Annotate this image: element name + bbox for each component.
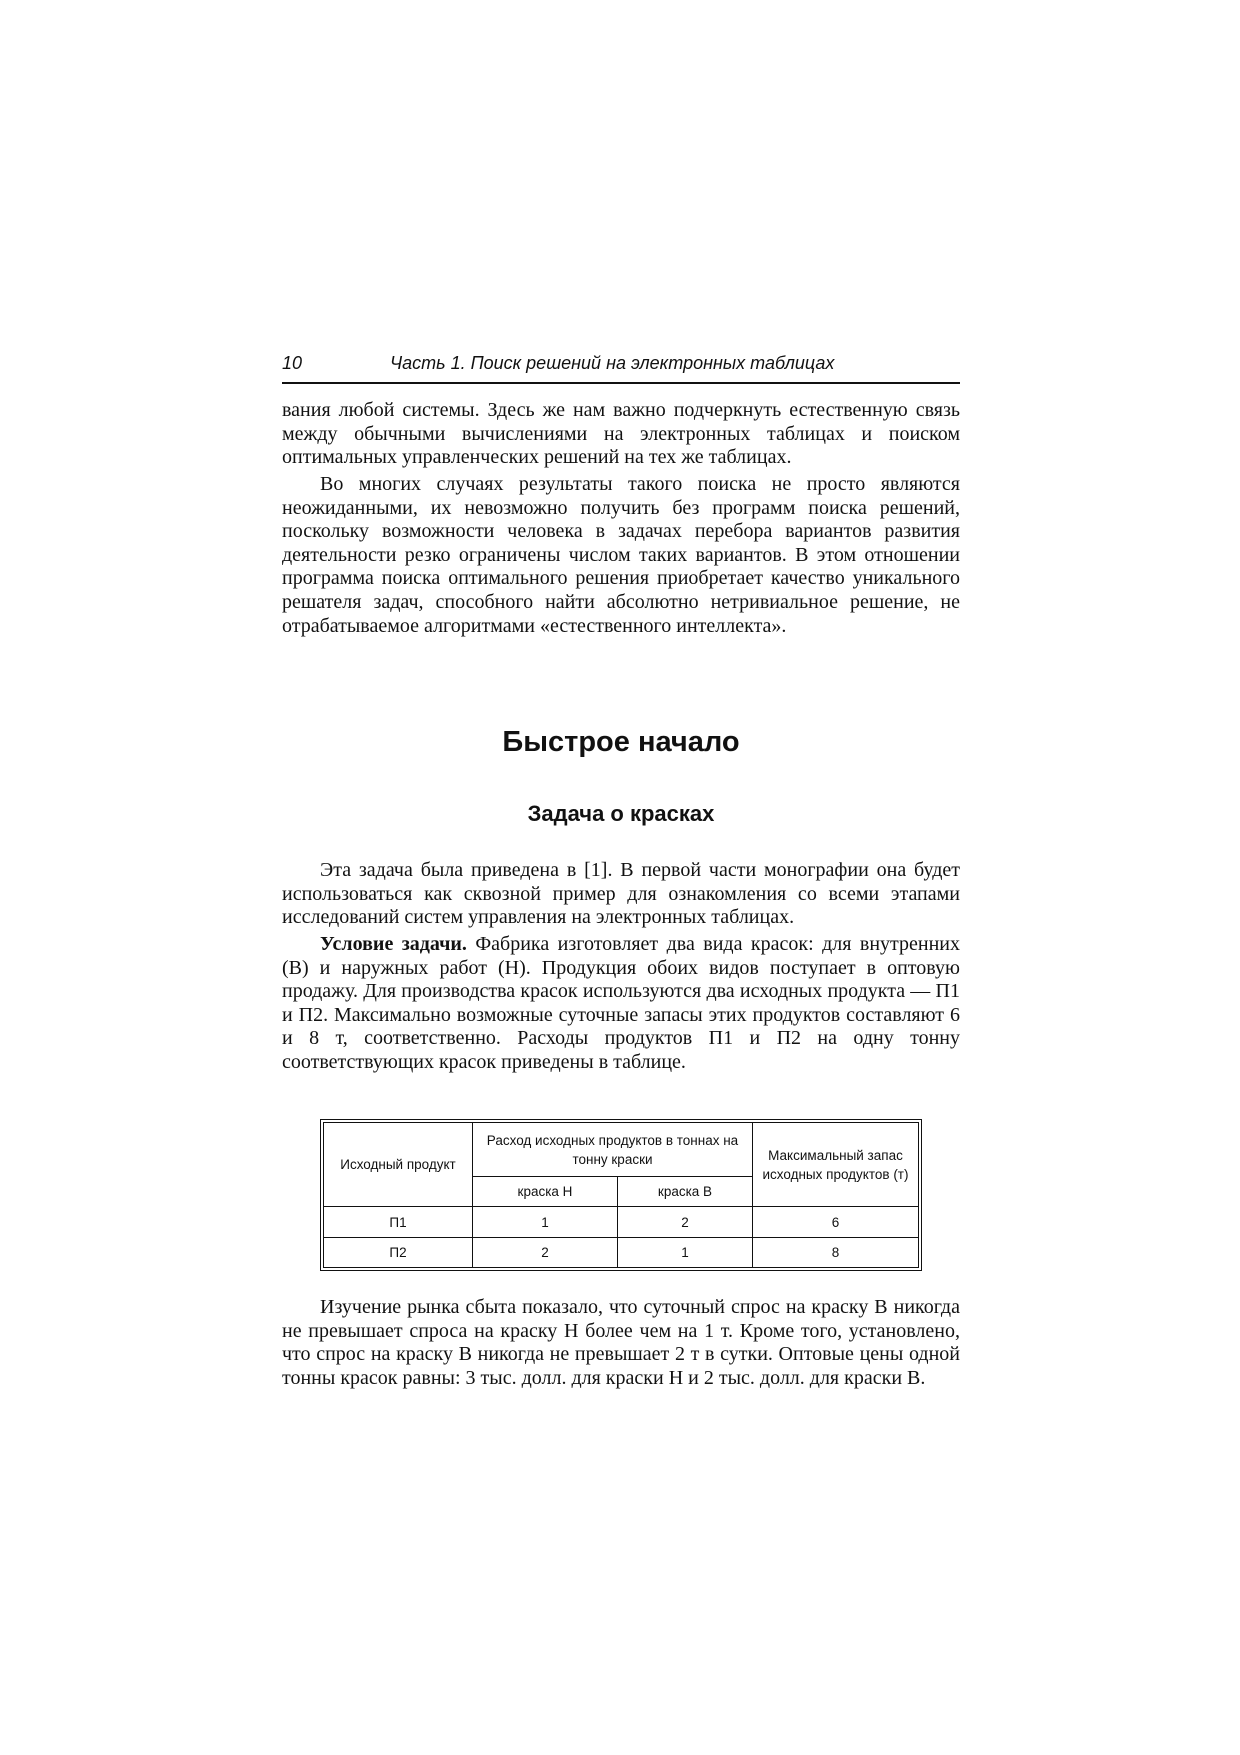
header-product: Исходный продукт xyxy=(324,1123,473,1207)
cell-usage-v: 2 xyxy=(618,1207,753,1237)
header-max-stock: Максимальный запас исходных продуктов (т) xyxy=(753,1123,919,1207)
subheader-paint-h: краска Н xyxy=(473,1177,618,1207)
cell-max-stock: 8 xyxy=(753,1237,919,1267)
paragraph-text: Во многих случаях результаты такого поиска не просто являются неожиданными, их невозможно получить без программ поиска решений, поскольку возможности человека в задачах перебора вариантов развития деятельности резко ограничены числом таких вариантов. В этом отношении программа поиска оптимального решения приобретает качество уникального решателя задач, способного найти абсолютно нетривиальное решение, не отрабатываемое алгоритмами «естественного интеллекта». xyxy=(282,473,960,637)
table-row xyxy=(324,1207,919,1237)
paragraph-5 xyxy=(282,1296,960,1390)
page-number: 10 xyxy=(282,353,303,373)
paragraph-text: Изучение рынка сбыта показало, что суточный спрос на краску В никогда не превышает спроса на краску Н более чем на 1 т. Кроме того, установлено, что спрос на краску В никогда не превышает 2 т в сутки. Оптовые цены одной тонны красок равны: 3 тыс. долл. для краски Н и 2 тыс. долл. для краски В. xyxy=(282,1296,960,1389)
paragraph-text: Эта задача была приведена в [1]. В первой части монографии она будет использоваться как сквозной пример для ознакомления со всеми этапами исследований систем управления на электронных таблицах. xyxy=(282,859,960,929)
paragraph-4 xyxy=(282,933,960,1075)
paragraph-text: вания любой системы. Здесь же нам важно подчеркнуть естественную связь между обычными вычислениями на электронных таблицах и поиском оптимальных управленческих решений на тех же таблицах. xyxy=(282,399,960,469)
resource-table xyxy=(320,1119,922,1271)
cell-max-stock: 6 xyxy=(753,1207,919,1237)
paragraph-3 xyxy=(282,859,960,930)
resource-table-grid xyxy=(323,1122,919,1268)
running-title: Часть 1. Поиск решений на электронных таблицах xyxy=(390,353,835,373)
table-row xyxy=(324,1237,919,1267)
paragraph-1 xyxy=(282,399,960,470)
paragraph-text xyxy=(282,933,960,1075)
cell-product: П2 xyxy=(324,1237,473,1267)
problem-statement-label: Условие задачи. xyxy=(320,933,467,955)
paragraph-2 xyxy=(282,473,960,638)
running-head xyxy=(282,348,960,384)
cell-product: П1 xyxy=(324,1207,473,1237)
cell-usage-v: 1 xyxy=(618,1237,753,1267)
header-usage: Расход исходных продуктов в тоннах на тонну краски xyxy=(473,1123,753,1177)
cell-usage-h: 2 xyxy=(473,1237,618,1267)
problem-statement-text: Фабрика изготовляет два вида красок: для внутренних (В) и наружных работ (Н). Продукция обоих видов поступает в оптовую продажу. Для производства красок используются два исходных продукта — П1 и П2. Максимально возможные суточные запасы этих продуктов составляют 6 и 8 т, соответственно. Расходы продуктов П1 и П2 на одну тонну соответствующих красок приведены в таблице. xyxy=(282,933,960,1073)
section-heading: Быстрое начало xyxy=(502,726,740,758)
subsection-heading: Задача о красках xyxy=(527,801,715,826)
subheader-paint-v: краска В xyxy=(618,1177,753,1207)
cell-usage-h: 1 xyxy=(473,1207,618,1237)
table-header-row xyxy=(324,1123,919,1177)
